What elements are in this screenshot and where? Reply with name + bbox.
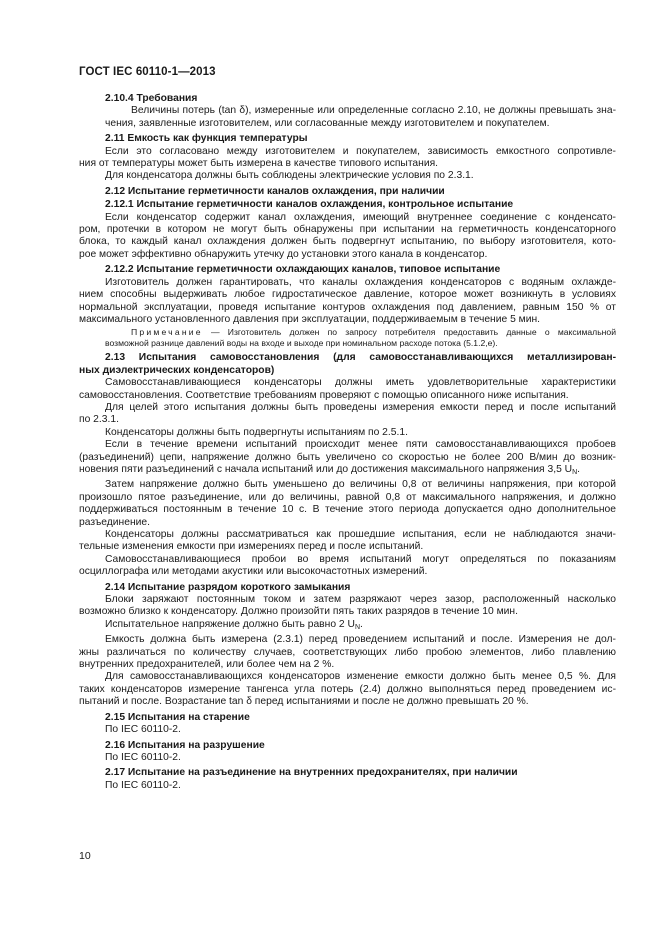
section-heading-2-10-4: 2.10.4 Требования	[105, 93, 198, 104]
text-line: Если это согласовано между изготовителем и покупателем, зависимость емкостного сопротивле-	[105, 145, 616, 157]
text-line: Для самовосстанавливающихся конденсаторов изменение емкости должно быть менее 0,5 %. Для	[105, 671, 616, 683]
paragraph	[79, 212, 616, 262]
text-line: По IEC 60110-2.	[105, 724, 181, 736]
text-line: ния от температуры может быть измерена в качестве типового испытания.	[79, 158, 439, 170]
section-heading-2-12: 2.12 Испытание герметичности каналов охлаждения, при наличии	[105, 185, 445, 197]
text-line: Для конденсатора должны быть соблюдены электрические условия по 2.3.1.	[105, 170, 474, 182]
text-line: рое может эффективно обнаружить утечку до установки этого канала в конденсатор.	[79, 248, 488, 260]
text-line: По IEC 60110-2.	[105, 779, 181, 791]
text-fragment: .	[360, 618, 363, 630]
text-line: Затем напряжение должно быть уменьшено до величины 0,8 от величины напряжения, при которой	[105, 479, 616, 491]
section-heading-2-12-1: 2.12.1 Испытание герметичности каналов охлаждения, контрольное испытание	[105, 199, 514, 211]
text-fragment: .	[577, 463, 581, 475]
text-line: тельные изменения емкости при измерениях перед и после испытаний.	[79, 541, 424, 553]
heading-line: ных диэлектрических конденсаторов)	[79, 364, 275, 376]
section-heading-2-13	[79, 352, 616, 377]
note-line	[79, 327, 616, 338]
text-line: Блоки заряжают постоянным током и затем разряжают через зазор, расположенный насколько	[105, 594, 616, 606]
text-line: таких конденсаторов измерение тангенса угла потерь (2.4) должно выполняться перед проведением ис-	[79, 683, 616, 695]
text-line: Конденсаторы должны рассматриваться как прошедшие испытания, если не наблюдаются значи-	[105, 529, 616, 540]
heading-line: 2.13 Испытания самовосстановления (для самовосстанавливающихся металлизирован-	[105, 352, 616, 364]
paragraph	[79, 594, 616, 709]
text-line: (разъединений) цепи, напряжение должно быть увеличено со скоростью не более 200 В/мин до возник-	[79, 451, 616, 463]
page-number: 10	[79, 850, 91, 862]
section-heading-2-12-2: 2.12.2 Испытание герметичности охлаждающих каналов, типовое испытание	[105, 264, 501, 276]
text-line: Величины потерь (tan δ), измеренные или определенные согласно 2.10, не должны превышать зна-	[131, 105, 616, 117]
paragraph	[79, 105, 616, 130]
text-line: произошло пятое разъединение, или до величины, равной 0,8 от максимального напряжения, и должно	[79, 491, 616, 503]
text-line: Для целей этого испытания должны быть проведены измерения емкости перед и после испытаний	[105, 401, 616, 413]
note-text: — Изготовитель должен по запросу потребителя предоставить данные о максимальной	[210, 327, 616, 338]
text-line: самовосстановления. Соответствие требованиям проверяют с помощью описанного ниже испытания.	[79, 389, 569, 401]
paragraph	[79, 377, 616, 579]
document-header: ГОСТ IEC 60110-1—2013	[79, 66, 216, 78]
text-line: Емкость должна быть измерена (2.3.1) перед проведением испытаний и после. Измерения не дол-	[105, 634, 616, 646]
text-line	[79, 619, 616, 634]
section-heading-2-14: 2.14 Испытание разрядом короткого замыкания	[105, 581, 351, 593]
note-line: возможной разнице давлений воды на входе и выходе при номинальном расходе потока (5.1.2,е).	[105, 338, 498, 349]
text-line: ром, протечки в котором не могут быть обнаружены при испытании на герметичность конденсаторного	[79, 224, 616, 236]
note-label: Примечание	[131, 327, 203, 338]
section-heading-2-17: 2.17 Испытание на разъединение на внутренних предохранителях, при наличии	[105, 767, 518, 779]
subscript: N	[572, 468, 578, 476]
text-fragment: новения пяти разъединений с начала испытаний или до достижения максимального напряжения 3,5 U	[79, 463, 573, 475]
paragraph	[79, 146, 616, 183]
text-line: Если конденсатор содержит канал охлаждения, имеющий внутреннее соединение с конденсато-	[105, 211, 616, 223]
text-line: разъединение.	[79, 516, 150, 528]
note	[79, 327, 616, 349]
text-fragment: Испытательное напряжение должно быть равно 2 U	[105, 618, 355, 630]
text-line: чения, заявленные изготовителем, или согласованные между изготовителем и покупателем.	[105, 117, 550, 129]
text-line: максимального установленного давления при эксплуатации, поддерживаемым в течение 5 мин.	[79, 313, 541, 325]
text-line: жны различаться по количеству случаев, соответствующих либо пробою элементов, либо плавлению	[79, 646, 616, 658]
section-heading-2-11: 2.11 Емкость как функция температуры	[105, 133, 308, 145]
text-line: возможно близко к конденсатору. Должно произойти пять таких разрядов в течение 10 мин.	[79, 606, 518, 618]
paragraph	[79, 277, 616, 327]
text-line: нормальной эксплуатации, проведя испытание контуров охлаждения под давлением, равным 150 % от	[79, 301, 616, 313]
document-body	[79, 90, 616, 792]
text-line: пытаний и после. Возрастание tan δ перед испытаниями и после не должно превышать 20 %.	[79, 696, 529, 708]
text-line	[79, 464, 616, 479]
text-line: Самовосстанавливающиеся пробои во время испытаний могут определяться по показаниям	[105, 553, 616, 565]
text-line: Изготовитель должен гарантировать, что каналы охлаждения конденсаторов с водяным охлажде-	[105, 276, 616, 288]
text-line: поддерживаться постоянным в течение 10 с. В течение этого периода допускается одно дополнительное	[79, 504, 616, 516]
text-line: блока, то каждый канал охлаждения должен быть подвергнут испытанию, по выбору изготовителя, кото-	[79, 236, 616, 248]
subscript: N	[354, 623, 361, 631]
text-line: Если в течение времени испытаний происходит менее пяти самовосстанавливающихся пробоев	[105, 439, 616, 451]
text-line: Самовосстанавливающиеся конденсаторы должны иметь удовлетворительные характеристики	[105, 377, 616, 389]
text-line: по 2.3.1.	[79, 414, 119, 426]
text-line: осциллографа или методами акустики или высокочастотных измерений.	[79, 566, 428, 578]
text-line: внутренних предохранителей, или более чем на 2 %.	[79, 659, 335, 671]
section-heading-2-16: 2.16 Испытания на разрушение	[105, 739, 265, 751]
text-line: Конденсаторы должны быть подвергнуты испытаниям по 2.5.1.	[105, 426, 408, 438]
section-heading-2-15: 2.15 Испытания на старение	[105, 711, 250, 723]
text-line: нием способны выдерживать любое гидростатическое давление, которое может возникнуть в условиях	[79, 289, 616, 301]
text-line: По IEC 60110-2.	[105, 751, 181, 763]
